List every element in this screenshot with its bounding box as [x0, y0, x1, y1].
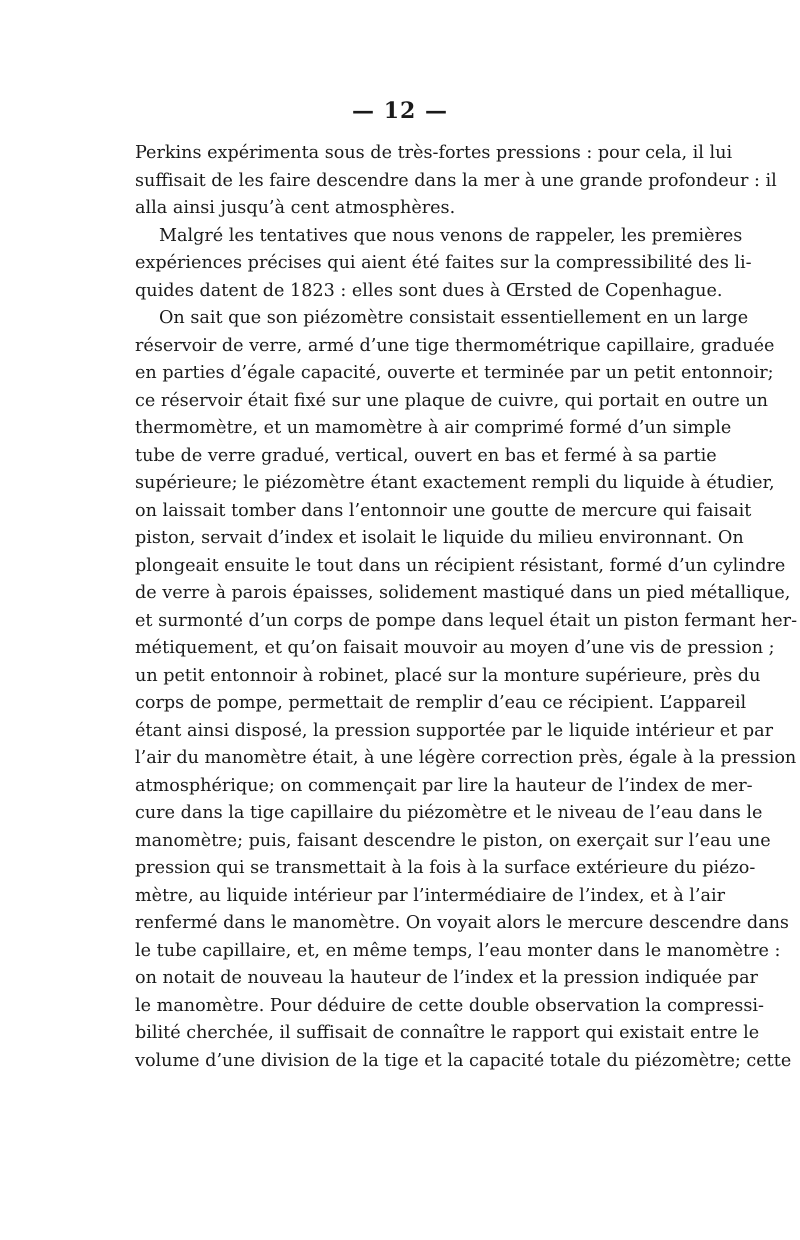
text-line: expériences précises qui aient été faites sur la compressibilité des li-	[135, 253, 752, 273]
text-line: renfermé dans le manomètre. On voyait alors le mercure descendre dans	[135, 913, 789, 933]
text-line: un petit entonnoir à robinet, placé sur la monture supérieure, près du	[135, 665, 761, 686]
text-line: Malgré les tentatives que nous venons de rappeler, les premières	[159, 225, 743, 246]
text-line: le manomètre. Pour déduire de cette double observation la compressi-	[135, 995, 764, 1016]
text-line: thermomètre, et un mamomètre à air comprimé formé d’un simple	[135, 418, 732, 438]
text-line: bilité cherchée, il suffisait de connaître le rapport qui existait entre le	[135, 1023, 760, 1043]
paragraph-p3	[135, 305, 798, 1075]
page-number: — 12 —	[352, 98, 448, 124]
text-line: supérieure; le piézomètre étant exactement rempli du liquide à étudier,	[135, 473, 775, 493]
text-line: en parties d’égale capacité, ouverte et terminée par un petit entonnoir;	[135, 363, 774, 383]
body-text	[135, 140, 798, 1075]
text-line: l’air du manomètre était, à une légère correction près, égale à la pression	[135, 748, 797, 768]
text-line: ce réservoir était fixé sur une plaque de cuivre, qui portait en outre un	[135, 390, 768, 411]
text-line: le tube capillaire, et, en même temps, l’eau monter dans le manomètre :	[135, 940, 781, 961]
text-line: piston, servait d’index et isolait le liquide du milieu environnant. On	[135, 528, 744, 548]
text-line: corps de pompe, permettait de remplir d’eau ce récipient. L’appareil	[135, 693, 747, 713]
text-line: cure dans la tige capillaire du piézomètre et le niveau de l’eau dans le	[135, 803, 763, 823]
text-line: mètre, au liquide intérieur par l’intermédiaire de l’index, et à l’air	[135, 885, 726, 906]
text-line: on laissait tomber dans l’entonnoir une goutte de mercure qui faisait	[135, 500, 752, 521]
text-line: alla ainsi jusqu’à cent atmosphères.	[135, 198, 456, 218]
text-line: on notait de nouveau la hauteur de l’index et la pression indiquée par	[135, 968, 758, 988]
paragraph-p1	[135, 140, 777, 223]
text-line: volume d’une division de la tige et la capacité totale du piézomètre; cette	[135, 1050, 792, 1071]
text-line: de verre à parois épaisses, solidement mastiqué dans un pied métallique,	[135, 583, 791, 603]
text-line: réservoir de verre, armé d’une tige thermométrique capillaire, graduée	[135, 335, 775, 356]
text-line: pression qui se transmettait à la fois à la surface extérieure du piézo-	[135, 858, 756, 878]
text-line: étant ainsi disposé, la pression supportée par le liquide intérieur et par	[135, 720, 774, 741]
text-line: et surmonté d’un corps de pompe dans lequel était un piston fermant her-	[135, 610, 798, 631]
text-line: quides datent de 1823 : elles sont dues à Œrsted de Copenhague.	[135, 280, 723, 301]
text-line: métiquement, et qu’on faisait mouvoir au moyen d’une vis de pression ;	[135, 638, 775, 658]
text-line: tube de verre gradué, vertical, ouvert en bas et fermé à sa partie	[135, 445, 717, 466]
text-line: Perkins expérimenta sous de très-fortes pressions : pour cela, il lui	[135, 143, 733, 163]
text-line: atmosphérique; on commençait par lire la hauteur de l’index de mer-	[135, 775, 753, 796]
text-line: On sait que son piézomètre consistait essentiellement en un large	[159, 308, 749, 328]
text-line: manomètre; puis, faisant descendre le piston, on exerçait sur l’eau une	[135, 830, 771, 851]
text-line: plongeait ensuite le tout dans un récipient résistant, formé d’un cylindre	[135, 555, 786, 576]
paragraph-p2	[135, 223, 752, 306]
text-line: suffisait de les faire descendre dans la mer à une grande profondeur : il	[135, 170, 777, 191]
